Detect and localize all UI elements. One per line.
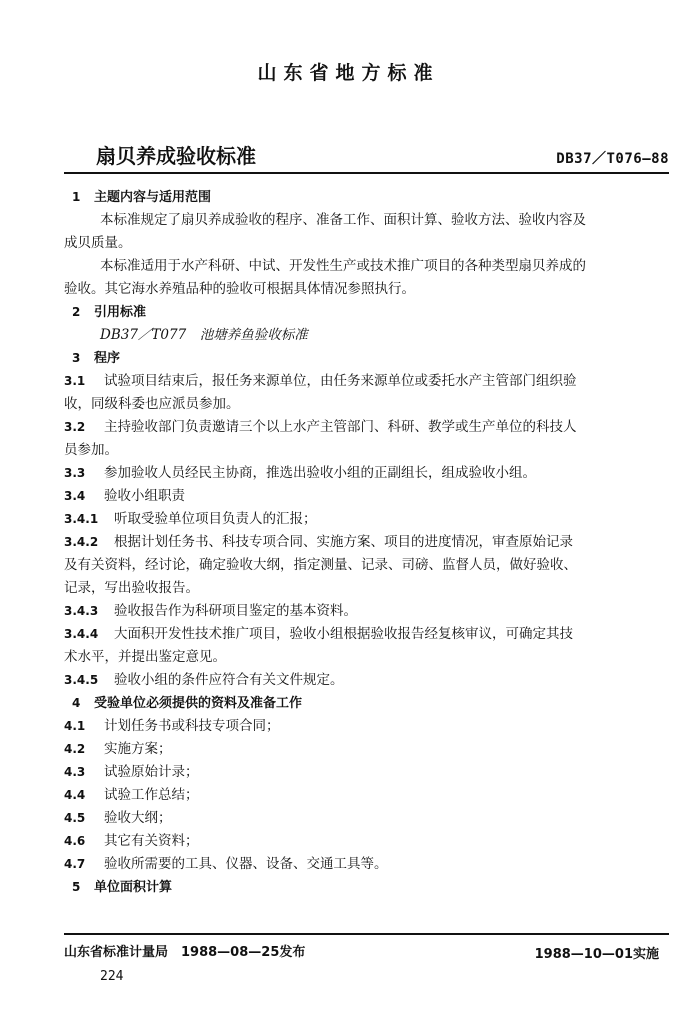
clause-number: 3.4.3 (64, 604, 99, 618)
clause-text: 实施方案； (104, 741, 172, 757)
clause-number: 4.1 (64, 719, 86, 733)
body-line (64, 807, 664, 830)
document-body (64, 186, 664, 899)
body-line (64, 462, 664, 485)
clause-number: 5 (72, 880, 81, 894)
standard-title: 扇贝养成验收标准 (96, 144, 256, 168)
clause-text: DB37／T077 池塘养鱼验收标准 (100, 327, 308, 343)
clause-text: 主题内容与适用范围 (94, 190, 212, 205)
clause-number: 4.2 (64, 742, 86, 756)
section-heading (64, 876, 664, 899)
section-heading (64, 347, 664, 370)
body-line (64, 577, 664, 600)
body-line (64, 232, 664, 255)
clause-text: 验收报告作为科研项目鉴定的基本资料。 (114, 603, 357, 619)
section-heading (64, 186, 664, 209)
clause-number: 3.4.4 (64, 627, 99, 641)
body-line (64, 485, 664, 508)
clause-number: 4.5 (64, 811, 86, 825)
clause-text: 及有关资料，经讨论，确定验收大纲，指定测量、记录、司磅、监督人员，做好验收、 (64, 557, 577, 573)
clause-text: 听取受验单位项目负责人的汇报； (114, 511, 317, 527)
clause-text: 术水平，并提出鉴定意见。 (64, 649, 226, 665)
body-line (64, 531, 664, 554)
clause-number: 4.6 (64, 834, 86, 848)
clause-text: 计划任务书或科技专项合同； (104, 718, 280, 734)
clause-text: 主持验收部门负责邀请三个以上水产主管部门、科研、教学或生产单位的科技人 (104, 419, 577, 435)
body-line (64, 393, 664, 416)
body-line (64, 278, 664, 301)
clause-number: 3.4.1 (64, 512, 99, 526)
page-number: 224 (100, 969, 124, 984)
body-line (64, 646, 664, 669)
clause-text: 验收小组职责 (104, 488, 185, 504)
body-line (64, 761, 664, 784)
body-line (64, 623, 664, 646)
body-line (64, 554, 664, 577)
clause-text: 单位面积计算 (94, 880, 173, 895)
clause-number: 1 (72, 190, 81, 204)
clause-text: 验收小组的条件应符合有关文件规定。 (114, 672, 344, 688)
clause-text: 程序 (94, 351, 121, 366)
clause-text: 本标准规定了扇贝养成验收的程序、准备工作、面积计算、验收方法、验收内容及 (100, 212, 586, 228)
clause-number: 3.2 (64, 420, 86, 434)
issuer-header: 山东省地方标准 (257, 62, 440, 84)
body-line (64, 600, 664, 623)
body-line (64, 508, 664, 531)
top-rule (64, 172, 669, 174)
body-line (64, 738, 664, 761)
body-line (64, 830, 664, 853)
body-line (64, 715, 664, 738)
clause-text: 受验单位必须提供的资料及准备工作 (94, 696, 303, 711)
clause-text: 收，同级科委也应派员参加。 (64, 396, 240, 412)
clause-text: 验收大纲； (104, 810, 172, 826)
clause-text: 试验原始计录； (104, 764, 199, 780)
clause-number: 3.1 (64, 374, 86, 388)
clause-number: 2 (72, 305, 81, 319)
body-line (64, 439, 664, 462)
clause-number: 3.4.5 (64, 673, 99, 687)
clause-text: 大面积开发性技术推广项目，验收小组根据验收报告经复核审议，可确定其技 (114, 626, 573, 642)
clause-text: 记录，写出验收报告。 (64, 580, 199, 596)
bottom-rule (64, 933, 669, 935)
clause-text: 员参加。 (64, 442, 118, 458)
clause-number: 3.4.2 (64, 535, 99, 549)
clause-number: 3.3 (64, 466, 86, 480)
clause-number: 4 (72, 696, 81, 710)
body-line (64, 370, 664, 393)
clause-number: 4.3 (64, 765, 86, 779)
implementation-date: 1988—10—01实施 (534, 947, 659, 962)
clause-number: 4.4 (64, 788, 86, 802)
body-line (64, 416, 664, 439)
body-line (64, 853, 664, 876)
standard-code: DB37／T076—88 (556, 151, 669, 167)
body-line (64, 784, 664, 807)
issue-info: 山东省标准计量局 1988—08—25发布 (64, 945, 306, 960)
section-heading (64, 301, 664, 324)
clause-number: 4.7 (64, 857, 86, 871)
clause-text: 本标准适用于水产科研、中试、开发性生产或技术推广项目的各种类型扇贝养成的 (100, 258, 586, 274)
clause-text: 引用标准 (94, 305, 147, 320)
clause-number: 3 (72, 351, 81, 365)
clause-text: 试验工作总结； (104, 787, 199, 803)
clause-text: 其它有关资料； (104, 833, 199, 849)
body-line (64, 324, 664, 347)
body-line (64, 255, 664, 278)
clause-number: 3.4 (64, 489, 86, 503)
clause-text: 验收所需要的工具、仪器、设备、交通工具等。 (104, 856, 388, 872)
clause-text: 根据计划任务书、科技专项合同、实施方案、项目的进度情况，审查原始记录 (114, 534, 573, 550)
clause-text: 参加验收人员经民主协商，推选出验收小组的正副组长，组成验收小组。 (104, 465, 536, 481)
section-heading (64, 692, 664, 715)
clause-text: 试验项目结束后，报任务来源单位，由任务来源单位或委托水产主管部门组织验 (104, 373, 577, 389)
clause-text: 成贝质量。 (64, 235, 132, 251)
body-line (64, 209, 664, 232)
clause-text: 验收。其它海水养殖品种的验收可根据具体情况参照执行。 (64, 281, 415, 297)
body-line (64, 669, 664, 692)
